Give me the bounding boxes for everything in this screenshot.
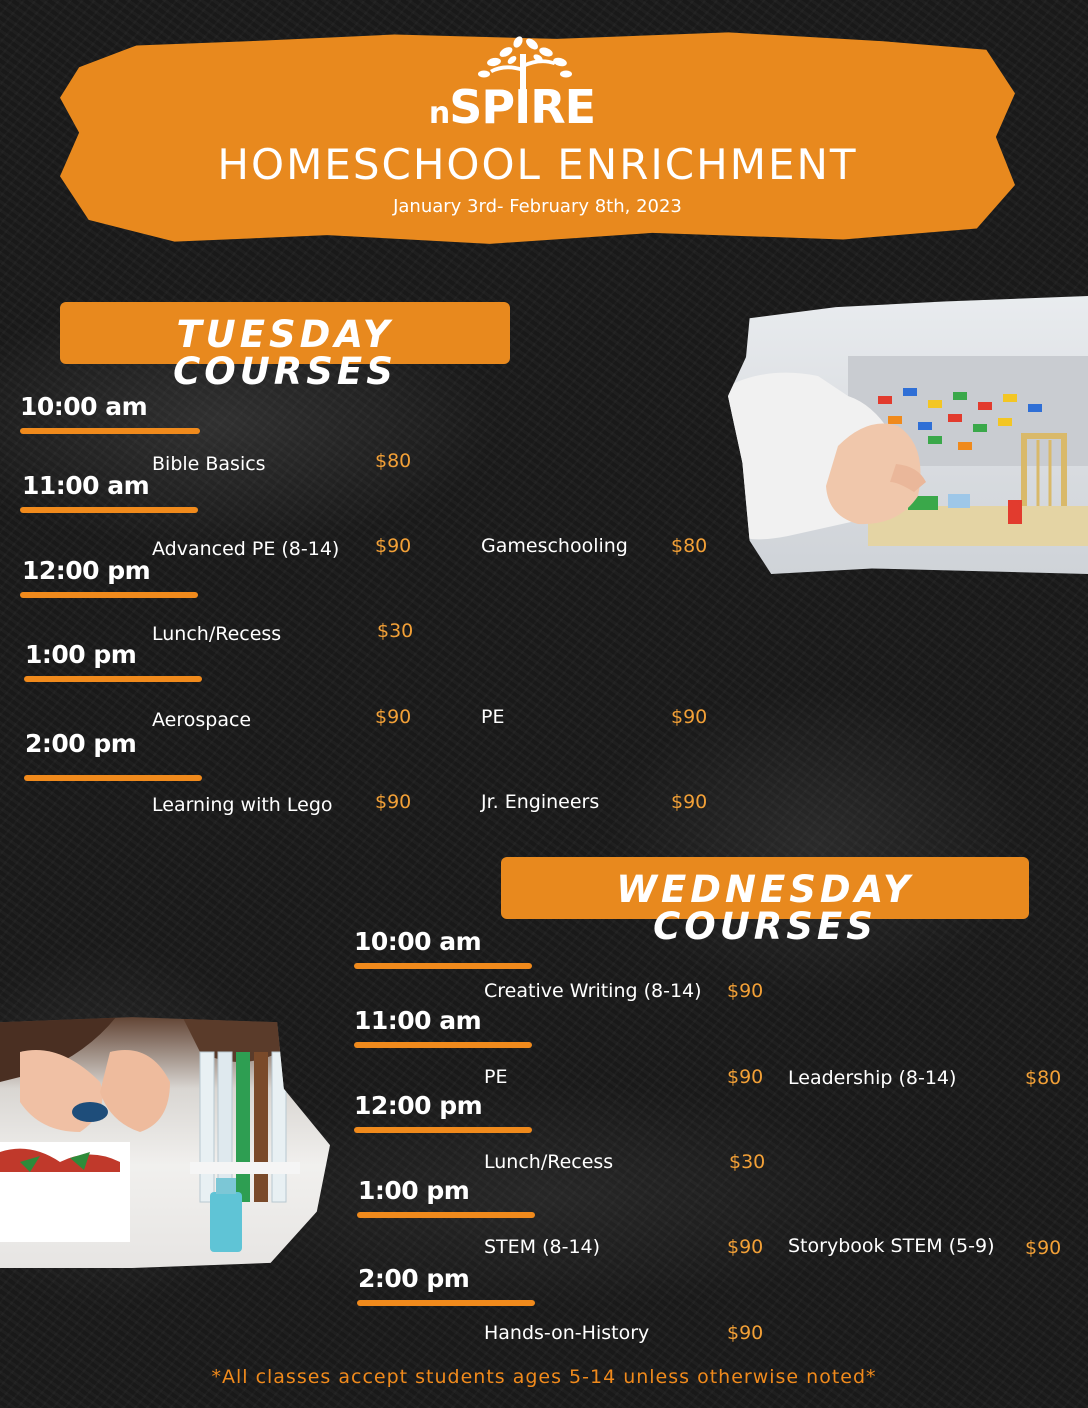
- tuesday-course-advanced-pe: Advanced PE (8-14): [152, 538, 340, 560]
- wednesday-time-11am: 11:00 am: [354, 1006, 482, 1035]
- lego-photo-illustration: [728, 296, 1088, 574]
- tuesday-course-aerospace: Aerospace: [152, 709, 252, 731]
- logo-wordmark: nSPIRE: [428, 80, 596, 134]
- tuesday-price-bible-basics: $80: [375, 450, 412, 472]
- wednesday-price-leadership: $80: [1025, 1067, 1062, 1089]
- wednesday-price-stem: $90: [727, 1236, 764, 1258]
- age-footnote: *All classes accept students ages 5-14 unless otherwise noted*: [211, 1366, 877, 1388]
- tuesday-time-divider: [24, 775, 202, 781]
- wednesday-time-divider: [357, 1212, 535, 1218]
- tuesday-time-2pm: 2:00 pm: [25, 729, 137, 758]
- wednesday-course-stem: STEM (8-14): [484, 1236, 601, 1258]
- nspire-logo: [414, 34, 610, 144]
- tuesday-price-lunch: $30: [377, 620, 414, 642]
- wednesday-course-leadership: Leadership (8-14): [788, 1067, 957, 1089]
- wednesday-course-pe: PE: [484, 1066, 508, 1088]
- wednesday-price-creative-writing: $90: [727, 980, 764, 1002]
- wednesday-price-storybook-stem: $90: [1025, 1237, 1062, 1259]
- wednesday-time-2pm: 2:00 pm: [358, 1264, 470, 1293]
- page-title: HOMESCHOOL ENRICHMENT: [217, 140, 858, 189]
- wednesday-time-12pm: 12:00 pm: [354, 1091, 483, 1120]
- date-range: January 3rd- February 8th, 2023: [393, 196, 682, 217]
- tuesday-time-divider: [20, 428, 200, 434]
- wednesday-time-divider: [354, 1127, 532, 1133]
- tuesday-time-divider: [20, 592, 198, 598]
- wednesday-course-hands-on-history: Hands-on-History: [484, 1322, 650, 1344]
- tuesday-time-12pm: 12:00 pm: [22, 556, 151, 585]
- tuesday-price-advanced-pe: $90: [375, 535, 412, 557]
- wednesday-price-hands-on-history: $90: [727, 1322, 764, 1344]
- wednesday-time-divider: [357, 1300, 535, 1306]
- tuesday-time-1pm: 1:00 pm: [25, 640, 137, 669]
- tuesday-time-divider: [24, 676, 202, 682]
- wednesday-time-1pm: 1:00 pm: [358, 1176, 470, 1205]
- tuesday-time-divider: [20, 507, 198, 513]
- tuesday-time-10am: 10:00 am: [20, 392, 148, 421]
- wednesday-course-creative-writing: Creative Writing (8-14): [484, 980, 702, 1002]
- tuesday-price-aerospace: $90: [375, 706, 412, 728]
- wednesday-time-10am: 10:00 am: [354, 927, 482, 956]
- wednesday-price-lunch: $30: [729, 1151, 766, 1173]
- wednesday-time-divider: [354, 963, 532, 969]
- wednesday-price-pe: $90: [727, 1066, 764, 1088]
- tuesday-course-gameschooling: Gameschooling: [481, 535, 628, 557]
- tuesday-course-jr-engineers: Jr. Engineers: [481, 791, 600, 813]
- tuesday-course-bible-basics: Bible Basics: [152, 453, 266, 475]
- tuesday-price-learning-with-lego: $90: [375, 791, 412, 813]
- wednesday-heading: WEDNESDAY COURSES: [501, 857, 1029, 919]
- chemistry-photo-illustration: [0, 1012, 330, 1268]
- tuesday-price-jr-engineers: $90: [671, 791, 708, 813]
- tuesday-course-learning-with-lego: Learning with Lego: [152, 794, 333, 816]
- lego-photo: [728, 296, 1088, 574]
- wednesday-course-storybook-stem: Storybook STEM (5-9): [788, 1235, 995, 1257]
- chemistry-photo: [0, 1012, 330, 1268]
- tuesday-heading: TUESDAY COURSES: [60, 302, 510, 364]
- tuesday-course-pe: PE: [481, 706, 505, 728]
- tuesday-course-lunch: Lunch/Recess: [152, 623, 282, 645]
- wednesday-time-divider: [354, 1042, 532, 1048]
- tuesday-price-gameschooling: $80: [671, 535, 708, 557]
- tuesday-price-pe: $90: [671, 706, 708, 728]
- tuesday-time-11am: 11:00 am: [22, 471, 150, 500]
- wednesday-course-lunch: Lunch/Recess: [484, 1151, 614, 1173]
